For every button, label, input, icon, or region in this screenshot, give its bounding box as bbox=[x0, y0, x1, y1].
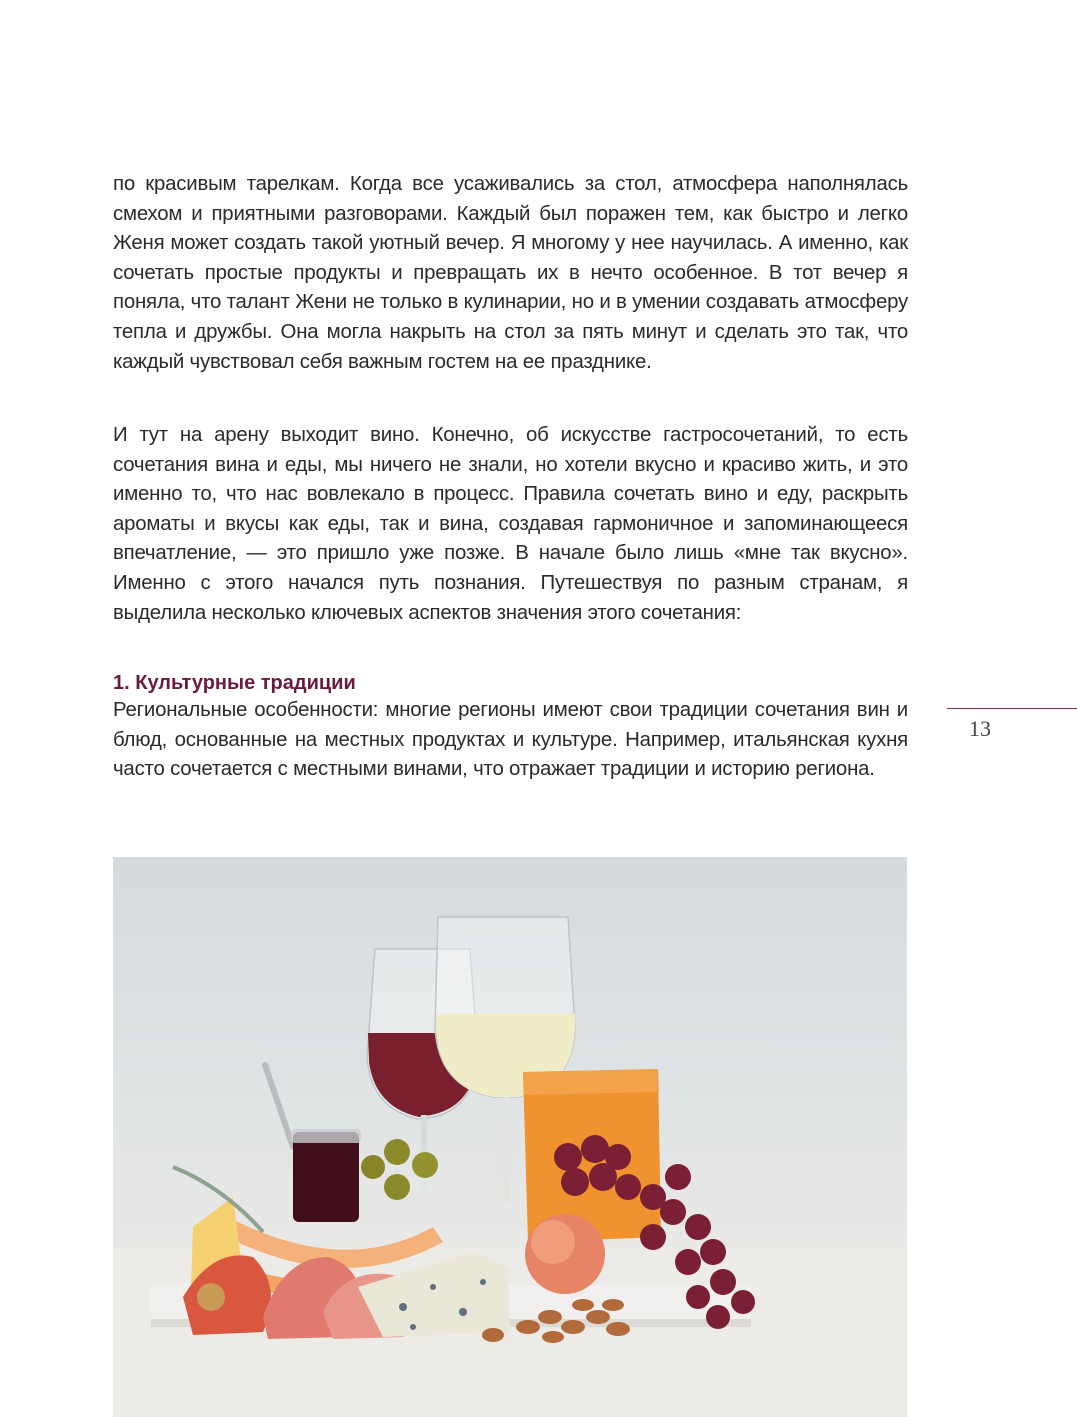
section-heading: 1. Культурные традиции bbox=[113, 672, 356, 694]
wine-and-cheese-board-photo bbox=[113, 857, 907, 1417]
paragraph-cultural-traditions bbox=[113, 696, 908, 785]
paragraph-wine bbox=[113, 421, 908, 628]
paragraph-text: Региональные особенности: многие регионы имеют свои традиции сочетания вин и блюд, основанные на местных продуктах и культуре. Например, итальянская кухня часто сочетается с местными винами, что отражает традиции и историю региона. bbox=[113, 699, 908, 781]
paragraph-text: И тут на арену выходит вино. Конечно, об искусстве гастросочетаний, то есть сочетания вина и еды, мы ничего не знали, но хотели вкусно и красиво жить, и это именно то, что нас вовлекало в процесс. Правила сочетать вино и еду, раскрыть ароматы и вкусы как еды, так и вина, создавая гармоничное и запоминающееся впечатление, — это пришло уже позже. В начале было лишь «мне так вкусно». Именно с этого начался путь познания. Путешествуя по разным странам, я выделила несколько ключевых аспектов значения этого сочетания: bbox=[113, 424, 908, 624]
page-number-rule bbox=[947, 708, 1077, 709]
page-number: 13 bbox=[969, 716, 991, 741]
paragraph-text: по красивым тарелкам. Когда все усаживались за стол, атмосфера наполнялась смехом и приятными разговорами. Каждый был поражен тем, как быстро и легко Женя может создать такой уютный вечер. Я многому у нее научилась. А именно, как сочетать простые продукты и превращать их в нечто особенное. В тот вечер я поняла, что талант Жени не только в кулинарии, но и в умении создавать атмосферу тепла и дружбы. Она могла накрыть на стол за пять минут и сделать это так, что каждый чувствовал себя важным гостем на ее празднике. bbox=[113, 173, 908, 373]
paragraph-intro bbox=[113, 170, 908, 377]
